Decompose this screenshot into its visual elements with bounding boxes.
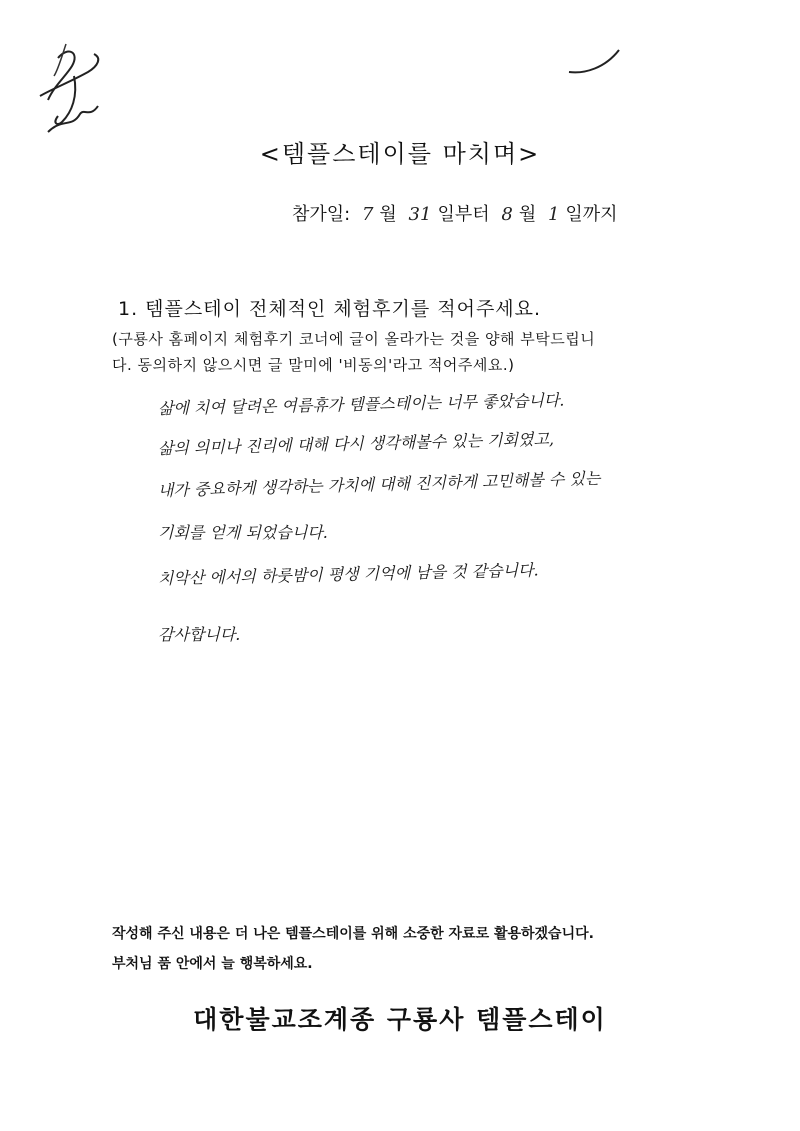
page-title: <템플스테이를 마치며>: [259, 140, 541, 168]
answer-line: 삶의 의미나 진리에 대해 다시 생각해볼수 있는 기회였고,: [157, 429, 555, 458]
handwritten-scribble: [28, 36, 118, 146]
consent-note: [112, 326, 732, 378]
start-month: 7: [361, 204, 374, 225]
month-unit-2: 월: [518, 204, 537, 225]
month-unit-1: 월: [379, 204, 397, 225]
footer-line-1: 작성해 주신 내용은 더 나은 템플스테이를 위해 소중한 자료로 활용하겠습니다.: [112, 926, 594, 942]
answer-line: 감사합니다.: [158, 625, 241, 644]
question-heading: 1. 템플스테이 전체적인 체험후기를 적어주세요.: [118, 298, 542, 320]
start-day: 31: [408, 204, 432, 225]
end-day: 1: [547, 204, 560, 225]
end-month: 8: [501, 204, 513, 225]
footer-line-2: 부처님 품 안에서 늘 행복하세요.: [112, 956, 313, 972]
to-suffix: 일까지: [565, 204, 618, 225]
participation-dates: [292, 200, 618, 226]
consent-note-line-1: (구룡사 홈페이지 체험후기 코너에 글이 올라가는 것을 양해 부탁드립니: [112, 330, 596, 348]
from-suffix: 일부터: [437, 204, 490, 225]
answer-line: 내가 중요하게 생각하는 가치에 대해 진지하게 고민해볼 수 있는: [157, 468, 601, 500]
footer-message: [112, 919, 594, 979]
handwritten-answer: [157, 390, 738, 652]
consent-note-line-2: 다. 동의하지 않으시면 글 말미에 '비동의'라고 적어주세요.): [112, 356, 515, 374]
answer-line: 삶에 치여 달려온 여름휴가 템플스테이는 너무 좋았습니다.: [157, 390, 565, 418]
answer-line: 기회를 얻게 되었습니다.: [158, 523, 328, 542]
pen-stroke-mark: [565, 44, 625, 80]
answer-line: 치악산 에서의 하룻밤이 평생 기억에 남을 것 같습니다.: [157, 560, 539, 588]
participation-label: 참가일:: [292, 204, 351, 225]
organization-name: 대한불교조계종 구룡사 템플스테이: [193, 1005, 607, 1034]
